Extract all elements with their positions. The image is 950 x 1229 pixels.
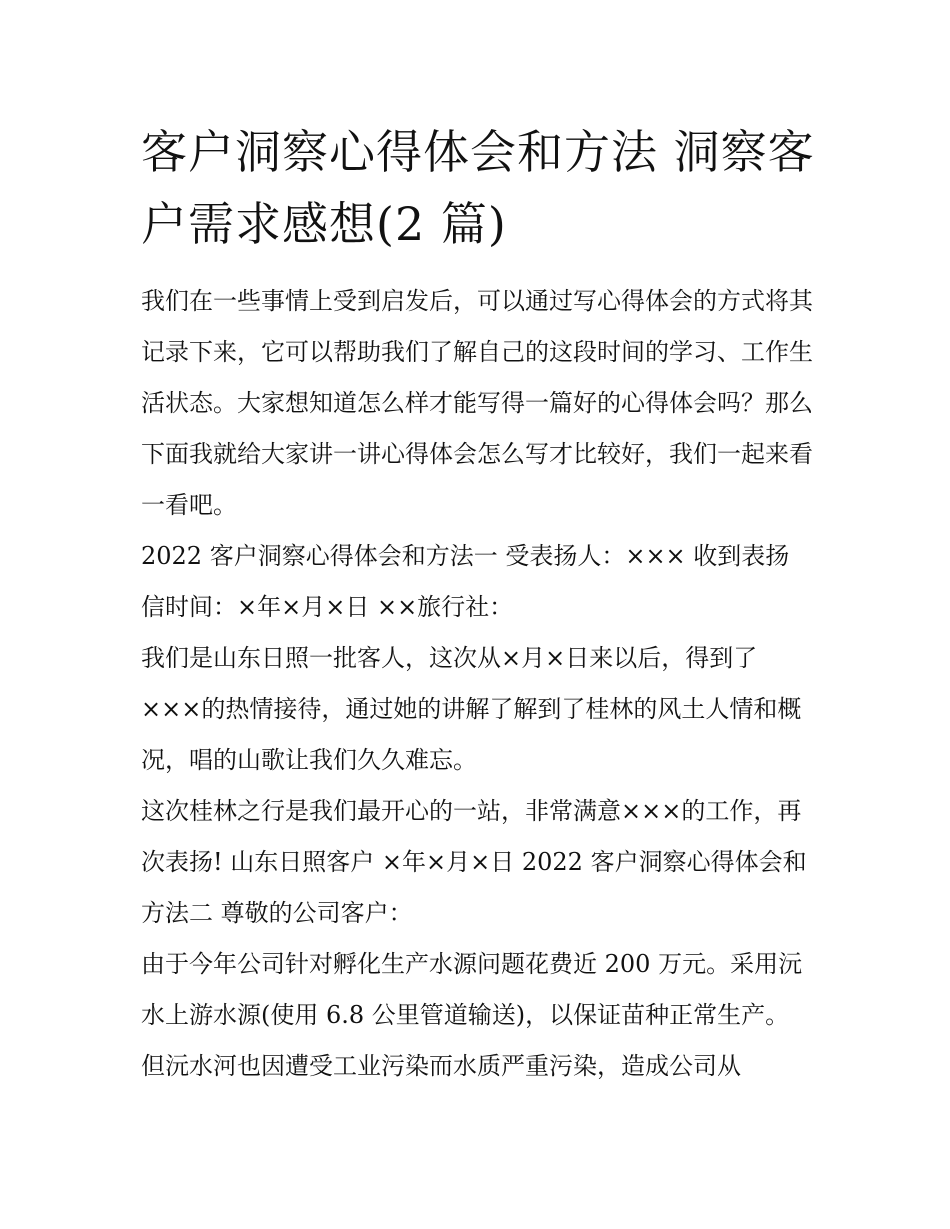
document-body [141,276,813,1092]
paragraph-guest-letter: 我们是山东日照一批客人，这次从×月×日来以后，得到了×××的热情接待，通过她的讲解了解到了桂林的风土人情和概况，唱的山歌让我们久久难忘。 [141,644,802,774]
paragraph-praise-header: 2022 客户洞察心得体会和方法一 受表扬人：××× 收到表扬信时间：×年×月×日 ××旅行社： [141,542,790,621]
paragraph-water-source: 由于今年公司针对孵化生产水源问题花费近 200 万元。采用沅水上游水源(使用 6.8 公里管道输送)，以保证苗种正常生产。但沅水河也因遭受工业污染而水质严重污染，造成公司从 [141,950,803,1080]
paragraph-intro: 我们在一些事情上受到启发后，可以通过写心得体会的方式将其记录下来，它可以帮助我们了解自己的这段时间的学习、工作生活状态。大家想知道怎么样才能写得一篇好的心得体会吗？那么下面我就给大家讲一讲心得体会怎么写才比较好，我们一起来看一看吧。 [141,287,813,519]
document-title: 客户洞察心得体会和方法 洞察客户需求感想(2 篇) [141,125,815,251]
paragraph-guilin-trip: 这次桂林之行是我们最开心的一站，非常满意×××的工作，再次表扬! 山东日照客户 ×年×月×日 2022 客户洞察心得体会和方法二 尊敬的公司客户： [141,797,807,927]
